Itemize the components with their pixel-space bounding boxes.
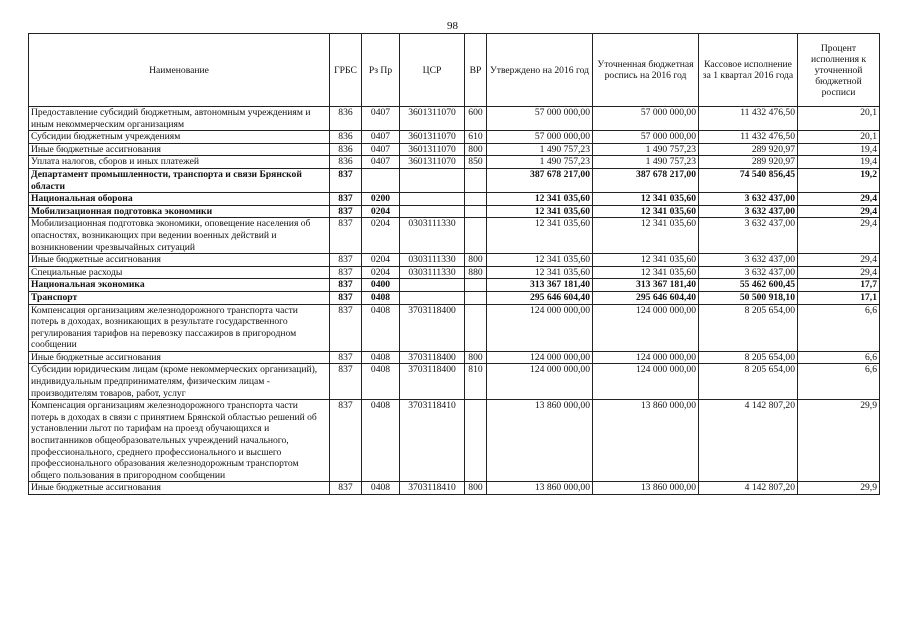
cell-csr: 3601311070 (400, 156, 465, 169)
cell-grbs: 837 (330, 266, 362, 279)
cell-rzpr: 0407 (362, 143, 400, 156)
table-row (29, 351, 880, 364)
cell-rzpr: 0408 (362, 351, 400, 364)
cell-grbs: 837 (330, 218, 362, 254)
cell-refined: 57 000 000,00 (593, 107, 699, 131)
cell-vr (465, 218, 487, 254)
cell-name: Национальная оборона (29, 193, 330, 206)
cell-name: Мобилизационная подготовка экономики (29, 205, 330, 218)
cell-grbs: 837 (330, 351, 362, 364)
cell-approved: 57 000 000,00 (487, 107, 593, 131)
header-percent: Процент исполнения к уточненной бюджетной росписи (798, 34, 880, 107)
table-row (29, 205, 880, 218)
cell-vr (465, 168, 487, 192)
cell-percent: 19,4 (798, 156, 880, 169)
table-row (29, 291, 880, 304)
cell-refined: 387 678 217,00 (593, 168, 699, 192)
cell-percent: 29,4 (798, 266, 880, 279)
cell-executed: 4 142 807,20 (699, 400, 798, 482)
cell-vr: 800 (465, 254, 487, 267)
cell-name: Компенсация организациям железнодорожного транспорта части потерь в доходах в связи с принятием Брянской областью решений об установлении льгот по тарифам на проезд обучающихся и воспитанников общеобразовательных учреждений начального, профессионального, среднего профессионального и высшего профессионального образования железнодорожным транспортом общего пользования в пригородном сообщении (29, 400, 330, 482)
header-csr: ЦСР (400, 34, 465, 107)
cell-rzpr (362, 168, 400, 192)
cell-approved: 13 860 000,00 (487, 482, 593, 495)
cell-rzpr: 0408 (362, 304, 400, 351)
cell-percent: 17,7 (798, 279, 880, 292)
table-row (29, 193, 880, 206)
cell-name: Иные бюджетные ассигнования (29, 254, 330, 267)
cell-csr: 3703118400 (400, 351, 465, 364)
cell-name: Субсидии бюджетным учреждениям (29, 131, 330, 144)
cell-grbs: 837 (330, 168, 362, 192)
cell-approved: 12 341 035,60 (487, 266, 593, 279)
cell-rzpr: 0407 (362, 107, 400, 131)
cell-percent: 29,9 (798, 482, 880, 495)
cell-rzpr: 0408 (362, 400, 400, 482)
cell-name: Иные бюджетные ассигнования (29, 351, 330, 364)
cell-grbs: 837 (330, 482, 362, 495)
cell-csr: 3703118400 (400, 304, 465, 351)
table-row (29, 304, 880, 351)
cell-refined: 124 000 000,00 (593, 364, 699, 400)
cell-percent: 29,9 (798, 400, 880, 482)
cell-executed: 8 205 654,00 (699, 364, 798, 400)
cell-refined: 295 646 604,40 (593, 291, 699, 304)
cell-vr: 810 (465, 364, 487, 400)
cell-rzpr: 0408 (362, 364, 400, 400)
cell-name: Мобилизационная подготовка экономики, оповещение населения об опасностях, возникающих при ведении военных действий и возникновении чрезвычайных ситуаций (29, 218, 330, 254)
cell-percent: 29,4 (798, 205, 880, 218)
cell-grbs: 836 (330, 143, 362, 156)
cell-percent: 17,1 (798, 291, 880, 304)
cell-rzpr: 0204 (362, 254, 400, 267)
cell-approved: 13 860 000,00 (487, 400, 593, 482)
cell-grbs: 836 (330, 107, 362, 131)
cell-refined: 313 367 181,40 (593, 279, 699, 292)
cell-approved: 57 000 000,00 (487, 131, 593, 144)
table-row (29, 254, 880, 267)
cell-csr: 0303111330 (400, 218, 465, 254)
cell-executed: 289 920,97 (699, 143, 798, 156)
header-refined: Уточненная бюджетная роспись на 2016 год (593, 34, 699, 107)
cell-csr: 0303111330 (400, 266, 465, 279)
table-header-row (29, 34, 880, 107)
cell-vr: 600 (465, 107, 487, 131)
page-number: 98 (447, 20, 458, 32)
cell-rzpr: 0200 (362, 193, 400, 206)
cell-csr (400, 193, 465, 206)
cell-grbs: 837 (330, 205, 362, 218)
cell-executed: 3 632 437,00 (699, 254, 798, 267)
table-row (29, 266, 880, 279)
cell-percent: 29,4 (798, 218, 880, 254)
cell-percent: 6,6 (798, 304, 880, 351)
cell-vr: 610 (465, 131, 487, 144)
table-row (29, 156, 880, 169)
cell-grbs: 837 (330, 291, 362, 304)
cell-grbs: 837 (330, 279, 362, 292)
cell-rzpr: 0408 (362, 482, 400, 495)
cell-grbs: 837 (330, 254, 362, 267)
cell-csr: 3703118410 (400, 482, 465, 495)
cell-rzpr: 0408 (362, 291, 400, 304)
cell-vr (465, 400, 487, 482)
cell-name: Департамент промышленности, транспорта и связи Брянской области (29, 168, 330, 192)
header-grbs: ГРБС (330, 34, 362, 107)
table-row (29, 364, 880, 400)
header-name: Наименование (29, 34, 330, 107)
cell-vr (465, 279, 487, 292)
cell-grbs: 836 (330, 131, 362, 144)
cell-approved: 124 000 000,00 (487, 351, 593, 364)
cell-refined: 12 341 035,60 (593, 205, 699, 218)
cell-name: Иные бюджетные ассигнования (29, 143, 330, 156)
cell-executed: 8 205 654,00 (699, 304, 798, 351)
cell-grbs: 837 (330, 400, 362, 482)
cell-csr: 0303111330 (400, 254, 465, 267)
cell-vr: 800 (465, 143, 487, 156)
cell-approved: 12 341 035,60 (487, 218, 593, 254)
cell-vr: 800 (465, 482, 487, 495)
cell-name: Компенсация организациям железнодорожного транспорта части потерь в доходах, возникающих в результате государственного регулирования тарифов на перевозку пассажиров в пригородном сообщении (29, 304, 330, 351)
cell-executed: 3 632 437,00 (699, 218, 798, 254)
cell-executed: 11 432 476,50 (699, 107, 798, 131)
cell-name: Транспорт (29, 291, 330, 304)
cell-approved: 387 678 217,00 (487, 168, 593, 192)
cell-name: Предоставление субсидий бюджетным, автономным учреждениям и иным некоммерческим организациям (29, 107, 330, 131)
cell-executed: 50 500 918,10 (699, 291, 798, 304)
cell-executed: 11 432 476,50 (699, 131, 798, 144)
cell-approved: 124 000 000,00 (487, 304, 593, 351)
cell-csr: 3601311070 (400, 107, 465, 131)
header-vr: ВР (465, 34, 487, 107)
table-row (29, 400, 880, 482)
cell-csr (400, 291, 465, 304)
cell-csr: 3703118410 (400, 400, 465, 482)
cell-grbs: 837 (330, 364, 362, 400)
cell-refined: 13 860 000,00 (593, 482, 699, 495)
cell-rzpr: 0407 (362, 131, 400, 144)
cell-vr: 850 (465, 156, 487, 169)
header-rzpr: Рз Пр (362, 34, 400, 107)
table-row (29, 218, 880, 254)
cell-approved: 124 000 000,00 (487, 364, 593, 400)
cell-csr (400, 279, 465, 292)
table-row (29, 168, 880, 192)
cell-name: Иные бюджетные ассигнования (29, 482, 330, 495)
table-row (29, 143, 880, 156)
cell-approved: 12 341 035,60 (487, 254, 593, 267)
cell-name: Национальная экономика (29, 279, 330, 292)
cell-executed: 4 142 807,20 (699, 482, 798, 495)
table-row (29, 131, 880, 144)
cell-percent: 19,4 (798, 143, 880, 156)
cell-refined: 124 000 000,00 (593, 351, 699, 364)
cell-refined: 12 341 035,60 (593, 266, 699, 279)
cell-percent: 6,6 (798, 364, 880, 400)
cell-name: Уплата налогов, сборов и иных платежей (29, 156, 330, 169)
table-row (29, 482, 880, 495)
cell-percent: 29,4 (798, 193, 880, 206)
cell-approved: 1 490 757,23 (487, 156, 593, 169)
cell-csr: 3703118400 (400, 364, 465, 400)
header-approved: Утверждено на 2016 год (487, 34, 593, 107)
cell-refined: 124 000 000,00 (593, 304, 699, 351)
cell-percent: 6,6 (798, 351, 880, 364)
cell-csr: 3601311070 (400, 143, 465, 156)
cell-executed: 289 920,97 (699, 156, 798, 169)
cell-refined: 13 860 000,00 (593, 400, 699, 482)
cell-refined: 12 341 035,60 (593, 193, 699, 206)
cell-percent: 20,1 (798, 131, 880, 144)
cell-name: Специальные расходы (29, 266, 330, 279)
cell-percent: 20,1 (798, 107, 880, 131)
header-executed: Кассовое исполнение за 1 квартал 2016 года (699, 34, 798, 107)
cell-executed: 74 540 856,45 (699, 168, 798, 192)
cell-refined: 12 341 035,60 (593, 254, 699, 267)
cell-refined: 57 000 000,00 (593, 131, 699, 144)
cell-name: Субсидии юридическим лицам (кроме некоммерческих организаций), индивидуальным предпринимателям, физическим лицам - производителям товаров, работ, услуг (29, 364, 330, 400)
budget-table (28, 33, 880, 495)
cell-rzpr: 0407 (362, 156, 400, 169)
cell-vr (465, 291, 487, 304)
cell-grbs: 837 (330, 193, 362, 206)
cell-refined: 1 490 757,23 (593, 156, 699, 169)
cell-approved: 295 646 604,40 (487, 291, 593, 304)
table-body (29, 107, 880, 495)
cell-csr (400, 205, 465, 218)
cell-percent: 19,2 (798, 168, 880, 192)
cell-rzpr: 0204 (362, 218, 400, 254)
cell-executed: 3 632 437,00 (699, 266, 798, 279)
cell-vr (465, 193, 487, 206)
cell-vr (465, 205, 487, 218)
table-row (29, 107, 880, 131)
cell-vr: 880 (465, 266, 487, 279)
cell-csr (400, 168, 465, 192)
table-row (29, 279, 880, 292)
cell-approved: 1 490 757,23 (487, 143, 593, 156)
cell-percent: 29,4 (798, 254, 880, 267)
cell-grbs: 836 (330, 156, 362, 169)
cell-rzpr: 0400 (362, 279, 400, 292)
cell-approved: 12 341 035,60 (487, 205, 593, 218)
cell-executed: 55 462 600,45 (699, 279, 798, 292)
cell-executed: 3 632 437,00 (699, 205, 798, 218)
cell-grbs: 837 (330, 304, 362, 351)
cell-csr: 3601311070 (400, 131, 465, 144)
cell-refined: 12 341 035,60 (593, 218, 699, 254)
cell-vr: 800 (465, 351, 487, 364)
cell-approved: 12 341 035,60 (487, 193, 593, 206)
cell-executed: 3 632 437,00 (699, 193, 798, 206)
cell-refined: 1 490 757,23 (593, 143, 699, 156)
cell-vr (465, 304, 487, 351)
cell-rzpr: 0204 (362, 266, 400, 279)
cell-approved: 313 367 181,40 (487, 279, 593, 292)
cell-rzpr: 0204 (362, 205, 400, 218)
cell-executed: 8 205 654,00 (699, 351, 798, 364)
